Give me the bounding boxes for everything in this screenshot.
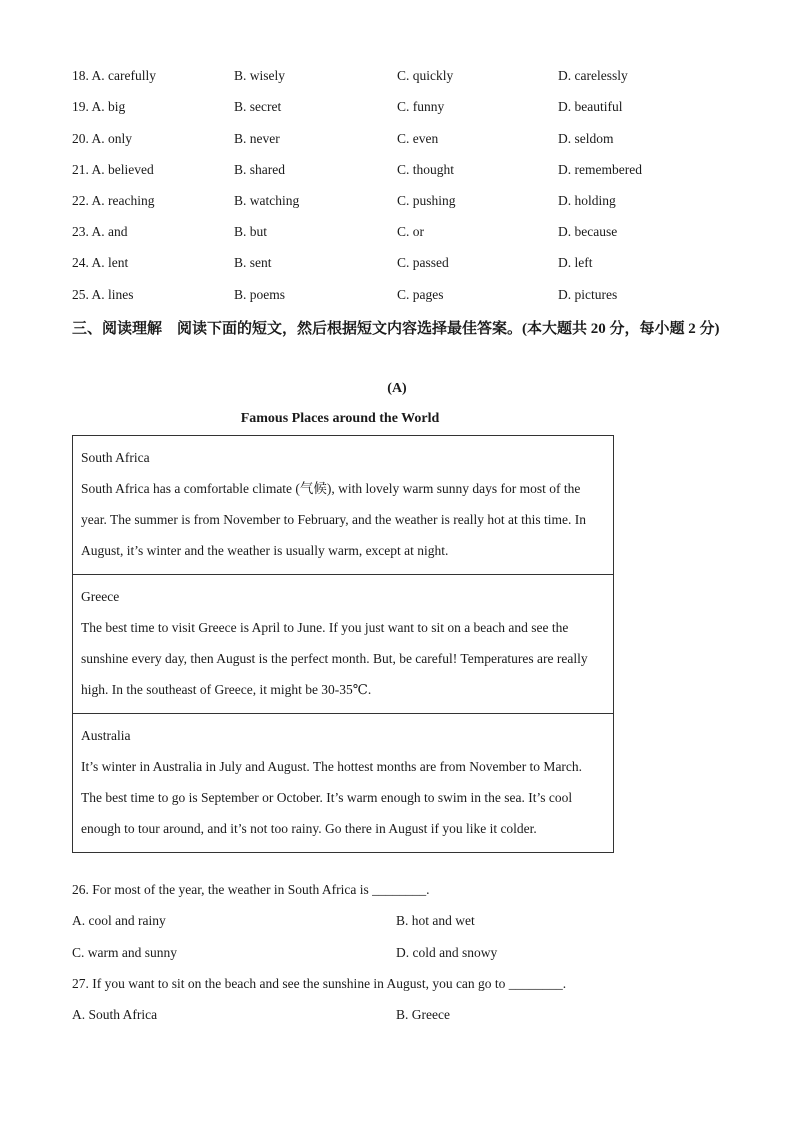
cell-text: The best time to visit Greece is April to June. If you just want to sit on a beach and see the sunshine every day, then August is the perfect month. But, be careful! Temperatures are really high. In the southeast of Greece, it might be 30-35℃. bbox=[81, 620, 588, 697]
option-c: C. even bbox=[397, 131, 439, 146]
cell-text: It’s winter in Australia in July and August. The hottest months are from November to March. The best time to go is September or October. It’s warm enough to swim in the sea. It’s cool enough to tour around, and it’s not too rainy. Go there in August if you like it colder. bbox=[81, 759, 583, 836]
section-heading: 三、阅读理解 阅读下面的短文，然后根据短文内容选择最佳答案。(本大题共 20 分，每小题 2 分) bbox=[72, 321, 720, 337]
option-row-24 bbox=[72, 255, 712, 275]
passage-table bbox=[72, 435, 614, 853]
option-row-20 bbox=[72, 131, 712, 151]
option-a: 18. A. carefully bbox=[72, 68, 156, 83]
option-row-19 bbox=[72, 99, 712, 119]
option-row-25 bbox=[72, 287, 712, 307]
option-row-21 bbox=[72, 162, 712, 182]
option-b: B. secret bbox=[234, 99, 282, 114]
answer-b: B. hot and wet bbox=[396, 913, 475, 928]
option-d: D. pictures bbox=[558, 287, 618, 302]
passage-cell-south-africa bbox=[73, 436, 613, 574]
option-row-23 bbox=[72, 224, 712, 244]
option-c: C. quickly bbox=[397, 68, 454, 83]
option-b: B. watching bbox=[234, 193, 300, 208]
passage-cell-greece bbox=[73, 574, 613, 713]
option-d: D. beautiful bbox=[558, 99, 623, 114]
option-row-18 bbox=[72, 68, 712, 88]
option-a: 21. A. believed bbox=[72, 162, 154, 177]
passage-cell-australia bbox=[73, 713, 613, 852]
option-b: B. shared bbox=[234, 162, 285, 177]
option-c: C. passed bbox=[397, 255, 449, 270]
option-c: C. or bbox=[397, 224, 424, 239]
answer-c: C. warm and sunny bbox=[72, 945, 177, 960]
option-d: D. because bbox=[558, 224, 618, 239]
option-a: 24. A. lent bbox=[72, 255, 129, 270]
option-d: D. seldom bbox=[558, 131, 614, 146]
cell-text: South Africa has a comfortable climate (气候), with lovely warm sunny days for most of the year. The summer is from November to February, and the weather is really hot at this time. In August, it’s winter and the weather is usually warm, except at night. bbox=[81, 481, 586, 558]
option-c: C. pushing bbox=[397, 193, 456, 208]
option-d: D. remembered bbox=[558, 162, 642, 177]
option-c: C. funny bbox=[397, 99, 445, 114]
option-c: C. pages bbox=[397, 287, 444, 302]
option-b: B. never bbox=[234, 131, 280, 146]
option-b: B. sent bbox=[234, 255, 272, 270]
option-d: D. holding bbox=[558, 193, 616, 208]
answer-d: D. cold and snowy bbox=[396, 945, 498, 960]
passage-title: Famous Places around the World bbox=[240, 411, 440, 426]
question-26-answers-row-1 bbox=[72, 913, 722, 933]
option-b: B. but bbox=[234, 224, 268, 239]
option-a: 25. A. lines bbox=[72, 287, 134, 302]
option-c: C. thought bbox=[397, 162, 455, 177]
answer-b: B. Greece bbox=[396, 1007, 450, 1022]
question-27-answers-row-1 bbox=[72, 1007, 722, 1027]
question-27-stem: 27. If you want to sit on the beach and see the sunshine in August, you can go to ________. bbox=[72, 976, 567, 991]
cell-heading: South Africa bbox=[81, 450, 150, 465]
option-d: D. carelessly bbox=[558, 68, 628, 83]
answer-a: A. South Africa bbox=[72, 1007, 158, 1022]
answer-a: A. cool and rainy bbox=[72, 913, 166, 928]
cell-heading: Greece bbox=[81, 589, 120, 604]
passage-label: (A) bbox=[387, 381, 407, 396]
option-a: 19. A. big bbox=[72, 99, 126, 114]
question-26-stem: 26. For most of the year, the weather in South Africa is ________. bbox=[72, 882, 430, 897]
option-row-22 bbox=[72, 193, 712, 213]
option-b: B. poems bbox=[234, 287, 286, 302]
cell-heading: Australia bbox=[81, 728, 131, 743]
option-a: 20. A. only bbox=[72, 131, 133, 146]
option-b: B. wisely bbox=[234, 68, 286, 83]
option-a: 23. A. and bbox=[72, 224, 128, 239]
question-26-answers-row-2 bbox=[72, 945, 722, 965]
option-a: 22. A. reaching bbox=[72, 193, 155, 208]
option-d: D. left bbox=[558, 255, 593, 270]
